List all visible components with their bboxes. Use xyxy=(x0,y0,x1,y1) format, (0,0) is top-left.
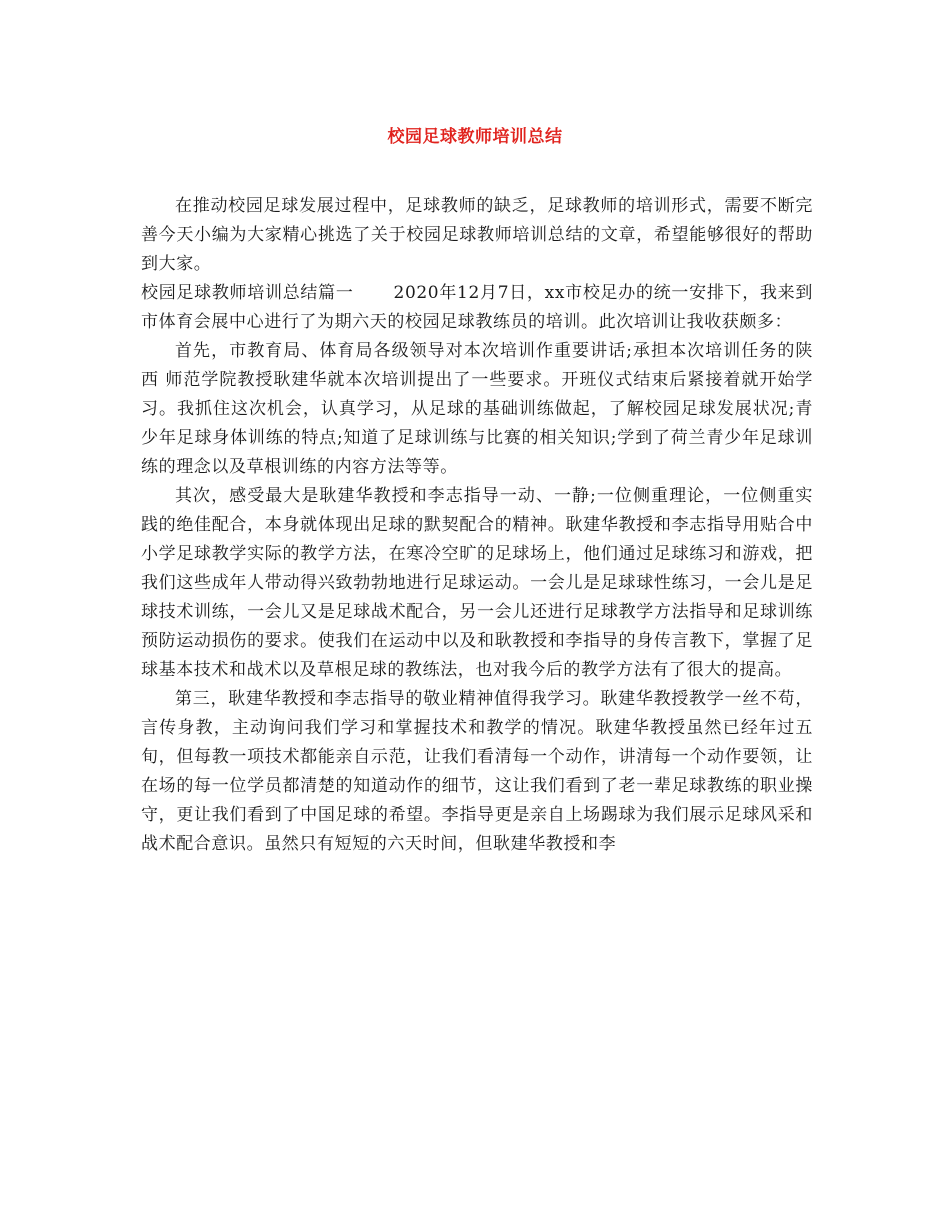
paragraph-first: 首先，市教育局、体育局各级领导对本次培训作重要讲话;承担本次培训任务的陕西 师范学院教授耿建华就本次培训提出了一些要求。开班仪式结束后紧接着就开始学习。我抓住这次机会，认真学习，从足球的基础训练做起，了解校园足球发展状况;青少年足球身体训练的特点;知道了足球训练与比赛的相关知识;学到了荷兰青少年足球训练的理念以及草根训练的内容方法等等。 xyxy=(141,341,813,477)
paragraph-third: 第三，耿建华教授和李志指导的敬业精神值得我学习。耿建华教授教学一丝不苟，言传身教，主动询问我们学习和掌握技术和教学的情况。耿建华教授虽然已经年过五旬，但每教一项技术都能亲自示范，让我们看清每一个动作，讲清每一个动作要领，让在场的每一位学员都清楚的知道动作的细节，这让我们看到了老一辈足球教练的职业操守，更让我们看到了中国足球的希望。李指导更是亲自上场踢球为我们展示足球风采和战术配合意识。虽然只有短短的六天时间，但耿建华教授和李 xyxy=(141,689,813,854)
paragraph-second: 其次，感受最大是耿建华教授和李志指导一动、一静;一位侧重理论，一位侧重实践的绝佳配合，本身就体现出足球的默契配合的精神。耿建华教授和李志指导用贴合中小学足球教学实际的教学方法，在寒冷空旷的足球场上，他们通过足球练习和游戏，把我们这些成年人带动得兴致勃勃地进行足球运动。一会儿是足球球性练习，一会儿是足球技术训练，一会儿又是足球战术配合，另一会儿还进行足球教学方法指导和足球训练预防运动损伤的要求。使我们在运动中以及和耿教授和李指导的身传言教下，掌握了足球基本技术和战术以及草根足球的教练法，也对我今后的教学方法有了很大的提高。 xyxy=(141,486,813,680)
document-body xyxy=(141,192,813,859)
document-title: 校园足球教师培训总结 xyxy=(387,127,563,147)
intro-paragraph: 在推动校园足球发展过程中，足球教师的缺乏，足球教师的培训形式，需要不断完善今天小编为大家精心挑选了关于校园足球教师培训总结的文章，希望能够很好的帮助到大家。 xyxy=(141,196,813,274)
section-heading: 校园足球教师培训总结篇一 xyxy=(141,283,354,303)
section-text: 2020年12月7日，xx市校足办的统一安排下，我来到市体育会展中心进行了为期六天的校园足球教练员的培训。此次培训让我收获颇多： xyxy=(141,283,813,332)
section-paragraph xyxy=(141,279,813,337)
